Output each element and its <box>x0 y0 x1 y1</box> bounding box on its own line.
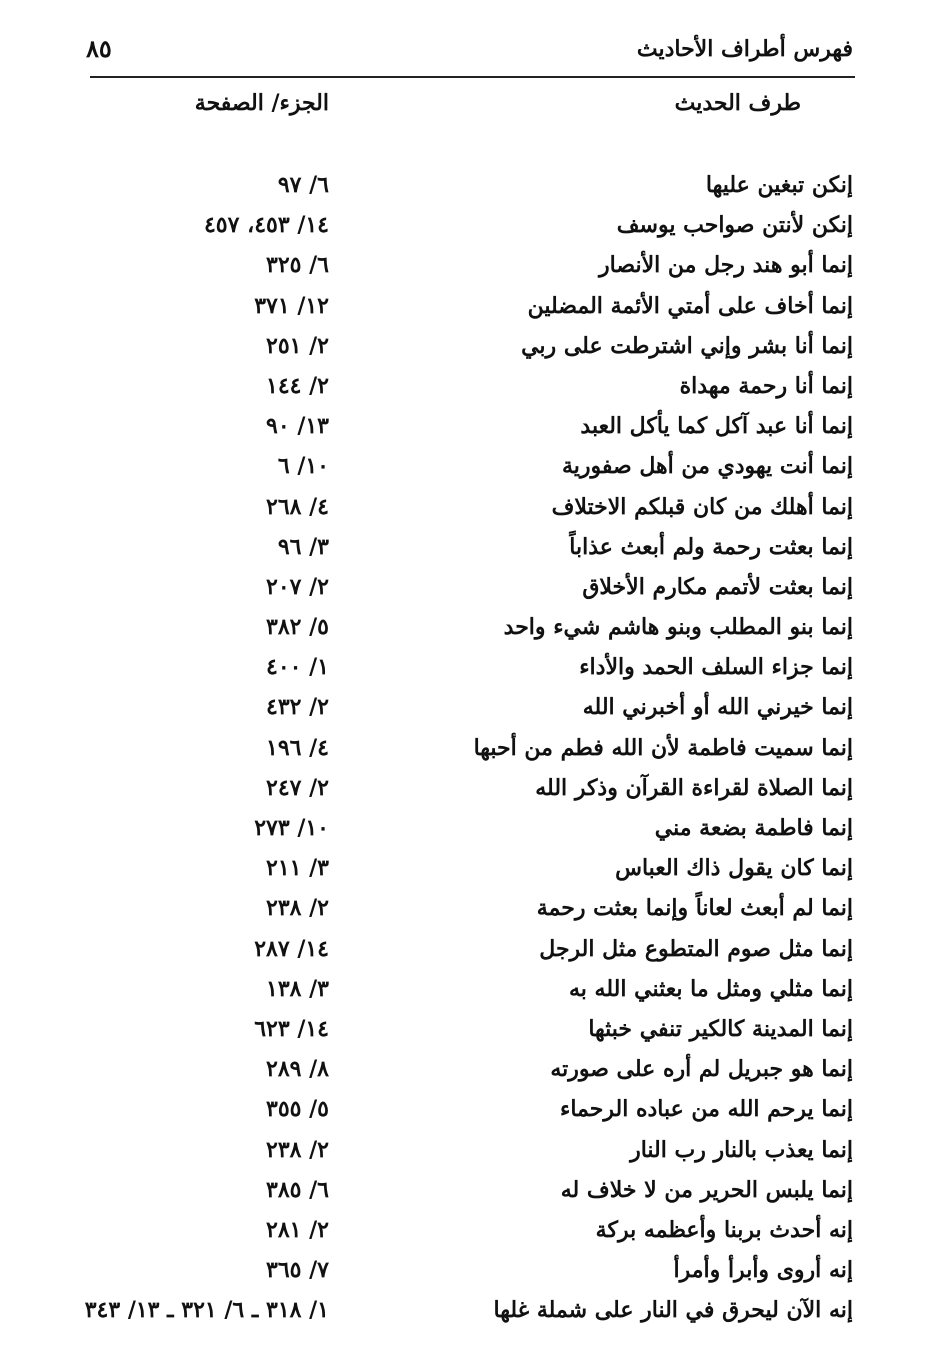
index-row <box>0 448 951 488</box>
hadith-incipit: إنما بنو المطلب وبنو هاشم شيء واحد <box>503 614 853 641</box>
volume-page-ref: ٣/ ٩٦ <box>277 533 329 560</box>
column-heading-hadith: طرف الحديث <box>674 90 801 116</box>
index-row <box>0 247 951 287</box>
index-row <box>0 1172 951 1212</box>
running-title: فهرس أطراف الأحاديث <box>636 36 853 62</box>
volume-page-ref: ٤/ ٢٦٨ <box>266 493 329 520</box>
volume-page-ref: ٢/ ٢٤٧ <box>266 774 329 801</box>
index-row <box>0 1051 951 1091</box>
hadith-incipit: إنما هو جبريل لم أره على صورته <box>550 1056 853 1083</box>
hadith-incipit: إنما المدينة كالكير تنفي خبثها <box>588 1015 853 1042</box>
index-row <box>0 529 951 569</box>
volume-page-ref: ٣/ ٢١١ <box>266 855 329 882</box>
header-rule <box>90 76 855 78</box>
index-row <box>0 288 951 328</box>
index-row <box>0 569 951 609</box>
index-row <box>0 1132 951 1172</box>
volume-page-ref: ٨/ ٢٨٩ <box>266 1056 329 1083</box>
volume-page-ref: ٧/ ٣٦٥ <box>266 1257 329 1284</box>
volume-page-ref: ٥/ ٣٨٢ <box>266 614 329 641</box>
volume-page-ref: ٦/ ٣٨٥ <box>266 1176 329 1203</box>
hadith-incipit: إنما يرحم الله من عباده الرحماء <box>560 1096 853 1123</box>
hadith-incipit: إنما مثل صوم المتطوع مثل الرجل <box>539 935 853 962</box>
index-row <box>0 971 951 1011</box>
hadith-incipit: إنما كان يقول ذاك العباس <box>615 855 853 882</box>
hadith-incipit: إنما أبو هند رجل من الأنصار <box>599 252 853 279</box>
index-row <box>0 649 951 689</box>
column-heading-volume-page: الجزء/ الصفحة <box>194 90 329 116</box>
hadith-incipit: إنما خيرني الله أو أخبرني الله <box>582 694 853 721</box>
volume-page-ref: ٦/ ٣٢٥ <box>266 252 329 279</box>
index-row <box>0 368 951 408</box>
volume-page-ref: ٦/ ٩٧ <box>277 172 329 198</box>
index-row <box>0 1091 951 1131</box>
index-row <box>0 931 951 971</box>
volume-page-ref: ٢/ ٢٨١ <box>266 1216 329 1243</box>
hadith-incipit: إنما بعثت لأتمم مكارم الأخلاق <box>582 573 853 600</box>
volume-page-ref: ٤/ ١٩٦ <box>266 734 329 761</box>
hadith-incipit: إنما أنا بشر وإني اشترطت على ربي <box>521 332 853 359</box>
hadith-incipit: إنما أنا عبد آكل كما يأكل العبد <box>580 413 853 440</box>
volume-page-ref: ٢/ ٢٥١ <box>266 332 329 359</box>
hadith-incipit: إنما أهلك من كان قبلكم الاختلاف <box>551 493 853 520</box>
volume-page-ref: ١٣/ ٩٠ <box>266 413 329 440</box>
volume-page-ref: ١/ ٣١٨ ـ ٦/ ٣٢١ ـ ١٣/ ٣٤٣ <box>84 1297 329 1324</box>
index-row <box>0 689 951 729</box>
hadith-incipit: إنما يلبس الحرير من لا خلاف له <box>560 1176 853 1203</box>
hadith-incipit: إنما فاطمة بضعة مني <box>654 815 853 841</box>
hadith-incipit: إنما لم أبعث لعاناً وإنما بعثت رحمة <box>536 895 853 922</box>
index-row <box>0 890 951 930</box>
volume-page-ref: ١٢/ ٣٧١ <box>254 292 329 319</box>
volume-page-ref: ١٠/ ٢٧٣ <box>254 815 329 841</box>
volume-page-ref: ١٤/ ٤٥٣، ٤٥٧ <box>203 212 329 239</box>
hadith-incipit: إنه الآن ليحرق في النار على شملة غلها <box>493 1297 853 1324</box>
index-row <box>0 770 951 810</box>
hadith-incipit: إنما بعثت رحمة ولم أبعث عذاباً <box>569 533 853 560</box>
hadith-incipit: إنه أحدث بربنا وأعظمه بركة <box>595 1216 853 1243</box>
volume-page-ref: ٣/ ١٣٨ <box>266 975 329 1002</box>
index-list <box>0 167 951 1332</box>
volume-page-ref: ١٤/ ٦٢٣ <box>254 1015 329 1042</box>
hadith-incipit: إنما الصلاة لقراءة القرآن وذكر الله <box>535 774 853 801</box>
index-row <box>0 1252 951 1292</box>
hadith-incipit: إنه أروى وأبرأ وأمرأ <box>673 1257 853 1284</box>
hadith-incipit: إنما يعذب بالنار رب النار <box>630 1136 853 1163</box>
volume-page-ref: ٢/ ٢٠٧ <box>266 573 329 600</box>
hadith-incipit: إنكن لأنتن صواحب يوسف <box>616 212 853 239</box>
volume-page-ref: ١٤/ ٢٨٧ <box>254 935 329 962</box>
hadith-incipit: إنما أنت يهودي من أهل صفورية <box>561 453 853 480</box>
volume-page-ref: ٥/ ٣٥٥ <box>266 1096 329 1123</box>
index-row <box>0 328 951 368</box>
hadith-incipit: إنما جزاء السلف الحمد والأداء <box>579 654 853 681</box>
hadith-incipit: إنكن تبغين عليها <box>705 172 853 198</box>
index-row <box>0 1292 951 1332</box>
index-row <box>0 167 951 207</box>
index-row <box>0 408 951 448</box>
hadith-incipit: إنما سميت فاطمة لأن الله فطم من أحبها <box>473 734 853 761</box>
hadith-incipit: إنما مثلي ومثل ما بعثني الله به <box>568 975 853 1002</box>
volume-page-ref: ١٠/ ٦ <box>277 453 329 480</box>
index-row <box>0 1212 951 1252</box>
page-number: ٨٥ <box>86 34 112 63</box>
index-row <box>0 489 951 529</box>
index-row <box>0 1011 951 1051</box>
hadith-incipit: إنما أخاف على أمتي الأئمة المضلين <box>527 292 853 319</box>
index-row <box>0 207 951 247</box>
volume-page-ref: ٢/ ٤٣٢ <box>266 694 329 721</box>
index-row <box>0 810 951 850</box>
volume-page-ref: ٢/ ٢٣٨ <box>266 1136 329 1163</box>
index-row <box>0 609 951 649</box>
volume-page-ref: ٢/ ١٤٤ <box>266 372 329 399</box>
index-row <box>0 850 951 890</box>
volume-page-ref: ١/ ٤٠٠ <box>266 654 329 681</box>
hadith-incipit: إنما أنا رحمة مهداة <box>679 372 853 399</box>
volume-page-ref: ٢/ ٢٣٨ <box>266 895 329 922</box>
index-row <box>0 730 951 770</box>
